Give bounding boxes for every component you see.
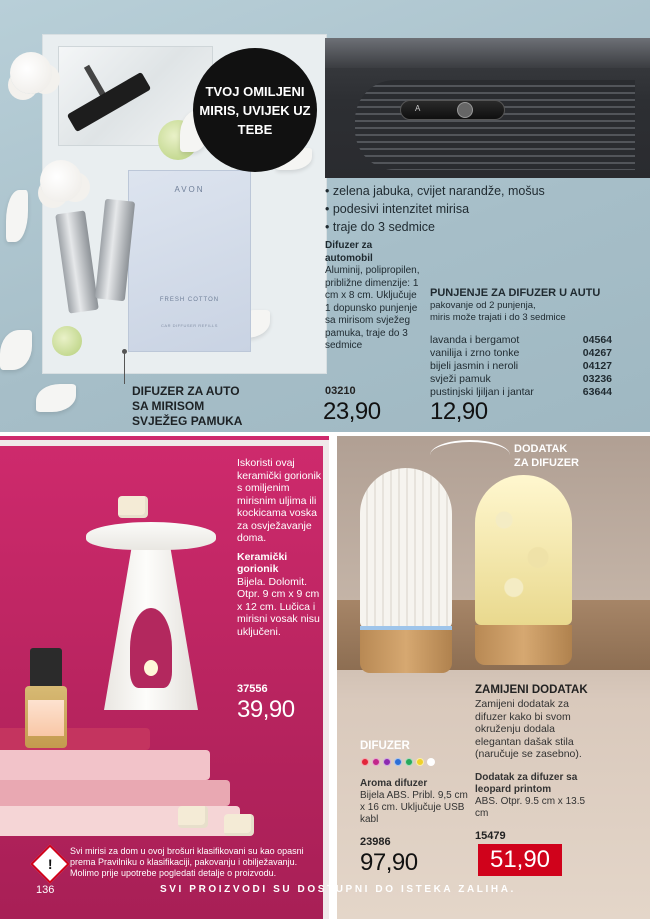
aroma-diffuser-details [360, 778, 470, 826]
hazard-text: Svi mirisi za dom u ovoj brošuri klasifikovani su kao opasni prema Pravilniku o klasifikaciji, pakovanju i obilježavanju. Molimo prije upotrebe pogledati detalje o proizvodu. [70, 846, 304, 878]
caption-line: SA MIRISOM [132, 399, 205, 413]
wax-melt-image [224, 814, 254, 836]
car-diffuser-details [325, 240, 420, 353]
car-diffuser-mounted [400, 100, 505, 120]
burner-details [237, 457, 325, 638]
color-swatch [405, 758, 413, 766]
caption-line: DIFUZER ZA AUTO [132, 384, 240, 398]
bottle-cap [30, 648, 62, 688]
book [0, 750, 210, 780]
car-diffuser-caption [132, 384, 242, 429]
cotton-flower-image [10, 52, 52, 94]
car-clip-label: A [415, 104, 421, 113]
aroma-price: 97,90 [360, 849, 418, 876]
scent-code: 04564 [582, 334, 612, 346]
accessory-label-line: ZA DIFUZER [514, 457, 579, 469]
page-number: 136 [36, 884, 55, 896]
replacement-heading: ZAMIJENI DODATAK [475, 684, 588, 696]
burner-code: 37556 [237, 683, 268, 695]
accessory-label-line: DODATAK [514, 443, 568, 455]
refill-box-image [128, 170, 251, 352]
scent-code: 04127 [582, 360, 612, 372]
scent-code: 63644 [582, 386, 612, 398]
refill-desc-line: miris može trajati i do 3 sedmice [430, 311, 566, 323]
petal-image [0, 330, 32, 370]
hazard-symbol: ! [47, 855, 53, 872]
ceramic-burner-image [86, 490, 216, 720]
section-divider [0, 432, 650, 436]
diffuser-wood-base [475, 625, 572, 665]
scent-row [430, 360, 612, 373]
aroma-diffuser-image [360, 468, 452, 673]
refill-desc [430, 300, 566, 323]
refill-desc-line: pakovanje od 2 punjenja, [430, 300, 536, 311]
scent-row [430, 373, 612, 386]
scent-name: bijeli jasmin i neroli [430, 360, 519, 372]
color-swatch [383, 758, 391, 766]
book [0, 780, 230, 806]
wax-melt-image [178, 806, 208, 828]
aroma-desc: Bijela ABS. Pribl. 9,5 cm x 16 cm. Uključuje USB kabl [360, 790, 468, 825]
color-swatch [394, 758, 402, 766]
burner-desc: Bijela. Dolomit. Otpr. 9 cm x 9 cm x 12 cm. Lučica i mirisni vosak nisu uključeni. [237, 575, 320, 638]
caption-line: SVJEŽEG PAMUKA [132, 414, 243, 428]
availability-footer: SVI PROIZVODI SU DOSTUPNI DO ISTEKA ZALIHA. [160, 884, 516, 895]
color-swatch [416, 758, 424, 766]
bottle-label [28, 700, 64, 736]
feature-item: • zelena jabuka, cvijet narandže, mošus [325, 182, 545, 200]
car-diffuser-price: 23,90 [323, 398, 381, 425]
box-subtitle: CAR DIFFUSER REFILLS [161, 323, 218, 328]
intensity-dial [457, 102, 473, 118]
book [0, 728, 150, 750]
wax-melt-image [118, 496, 148, 518]
color-swatch [427, 758, 435, 766]
diffuser-white-shell [360, 468, 452, 628]
scent-row [430, 334, 612, 347]
replacement-details [475, 772, 595, 820]
burner-title: Keramički gorionik [237, 550, 288, 575]
leopard-diffuser-image [475, 475, 572, 665]
hazard-warning-icon [30, 844, 70, 884]
swap-arrow-icon [430, 440, 510, 470]
car-diffuser-title: Difuzer za automobil [325, 240, 373, 264]
car-diffuser-desc: Aluminij, polipropilen, približne dimenzije: 1 cm x 8 cm. Uključuje 1 dopunsko punjenje sa mirisom svježeg pamuka, traje do 3 sedmice [325, 265, 420, 351]
section-divider [329, 432, 337, 919]
accessory-label [514, 442, 579, 470]
scent-code: 04267 [582, 347, 612, 359]
box-brand: AVON [174, 185, 205, 194]
hazard-notice [36, 846, 326, 879]
cotton-flower-image [40, 160, 82, 202]
color-swatches [361, 758, 435, 766]
replacement-spec: ABS. Otpr. 9.5 cm x 13.5 cm [475, 796, 586, 819]
scent-name: svježi pamuk [430, 373, 491, 385]
burner-dish [86, 522, 216, 550]
scent-name: lavanda i bergamot [430, 334, 520, 346]
car-vent-photo [325, 38, 650, 178]
replacement-code: 15479 [475, 830, 506, 842]
feature-item: • traje do 3 sedmice [325, 218, 545, 236]
feature-list [325, 182, 545, 236]
aroma-title: Aroma difuzer [360, 778, 428, 789]
feature-item: • podesivi intenzitet mirisa [325, 200, 545, 218]
scent-name: pustinjski ljiljan i jantar [430, 386, 534, 398]
refill-price: 12,90 [430, 398, 488, 425]
replacement-desc: Zamijeni dodatak za difuzer kako bi svom okruženju dodala elegantan dašak stila (naručuje se zasebno). [475, 698, 582, 760]
replacement-title: Dodatak za difuzer sa leopard printom [475, 772, 578, 795]
box-product-name: FRESH COTTON [159, 297, 220, 303]
fragrance-oil-bottle-image [25, 648, 67, 748]
refill-title: PUNJENJE ZA DIFUZER U AUTU [430, 287, 601, 299]
apple-slice-image [52, 326, 82, 356]
color-swatch [361, 758, 369, 766]
burner-opening [130, 608, 172, 688]
car-diffuser-code: 03210 [325, 385, 356, 397]
tealight [144, 660, 158, 676]
scent-list [430, 334, 612, 399]
scent-row [430, 347, 612, 360]
slogan-bubble: TVOJ OMILJENI MIRIS, UVIJEK UZ TEBE [193, 48, 317, 172]
burner-price: 39,90 [237, 696, 295, 723]
replacement-price: 51,90 [478, 844, 562, 876]
scent-code: 03236 [582, 373, 612, 385]
petal-image [36, 384, 76, 412]
dashboard [325, 38, 650, 68]
diffuser-heading: DIFUZER [360, 740, 410, 752]
scent-name: vanilija i zrno tonke [430, 347, 520, 359]
caption-pointer-line [124, 352, 125, 384]
diffuser-leopard-shell [475, 475, 572, 625]
diffuser-wood-base [360, 630, 452, 673]
air-vent [355, 80, 635, 170]
aroma-code: 23986 [360, 836, 391, 848]
color-swatch [372, 758, 380, 766]
petal-image [6, 190, 28, 242]
burner-intro: Iskoristi ovaj keramički gorionik s omiljenim mirisnim uljima ili kockicama voska za osvježavanje doma. [237, 457, 322, 544]
